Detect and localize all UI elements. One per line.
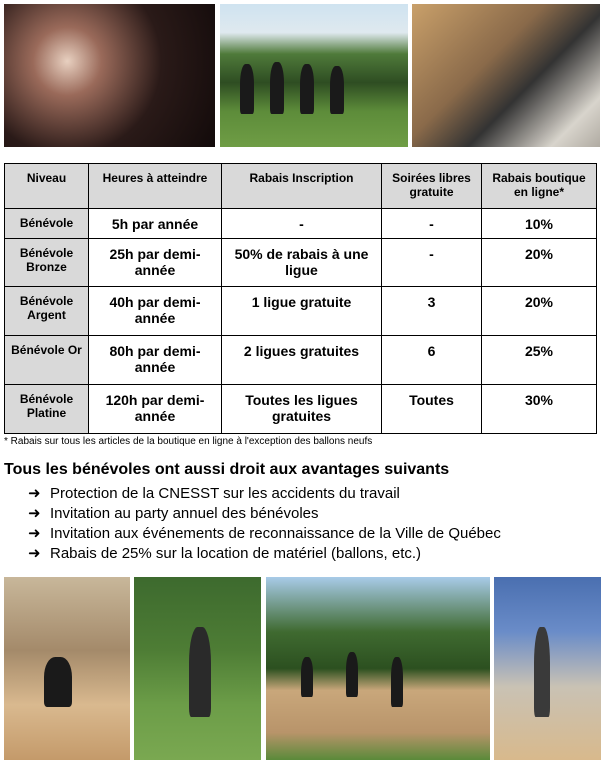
cell-registration-discount: Toutes les ligues gratuites xyxy=(222,385,382,434)
cell-shop-discount: 20% xyxy=(482,239,597,287)
photo-gym-players xyxy=(494,577,601,760)
photo-event-stage xyxy=(4,4,215,147)
arrow-right-icon: ➜ xyxy=(28,525,41,542)
cell-free-evenings: 6 xyxy=(382,336,482,385)
benefits-title: Tous les bénévoles ont aussi droit aux avantages suivants xyxy=(4,461,450,478)
photo-player-outdoor xyxy=(134,577,261,760)
header-rabais-inscription: Rabais Inscription xyxy=(222,164,382,209)
header-soirees: Soirées libres gratuite xyxy=(382,164,482,209)
cell-level: Bénévole Bronze xyxy=(5,239,89,287)
benefit-text: Invitation aux événements de reconnaissance de la Ville de Québec xyxy=(50,525,501,542)
volunteer-levels-table xyxy=(4,163,597,434)
arrow-right-icon: ➜ xyxy=(28,485,41,502)
photo-registration-desk xyxy=(412,4,600,147)
cell-free-evenings: 3 xyxy=(382,287,482,336)
cell-level: Bénévole xyxy=(5,209,89,239)
cell-registration-discount: 50% de rabais à une ligue xyxy=(222,239,382,287)
benefit-text: Invitation au party annuel des bénévoles xyxy=(50,505,319,522)
photo-gym-scoreboard xyxy=(4,577,130,760)
header-rabais-boutique: Rabais boutique en ligne* xyxy=(482,164,597,209)
cell-free-evenings: Toutes xyxy=(382,385,482,434)
footnote: * Rabais sur tous les articles de la boutique en ligne à l'exception des ballons neufs xyxy=(4,436,373,447)
arrow-right-icon: ➜ xyxy=(28,545,41,562)
cell-hours: 40h par demi-année xyxy=(89,287,222,336)
table-header-row xyxy=(5,164,597,209)
list-item xyxy=(28,544,501,564)
cell-free-evenings: - xyxy=(382,239,482,287)
header-heures: Heures à atteindre xyxy=(89,164,222,209)
cell-level: Bénévole Or xyxy=(5,336,89,385)
table-row xyxy=(5,209,597,239)
cell-free-evenings: - xyxy=(382,209,482,239)
cell-registration-discount: 1 ligue gratuite xyxy=(222,287,382,336)
list-item xyxy=(28,504,501,524)
table-row xyxy=(5,385,597,434)
cell-shop-discount: 25% xyxy=(482,336,597,385)
cell-level: Bénévole Argent xyxy=(5,287,89,336)
cell-registration-discount: - xyxy=(222,209,382,239)
cell-hours: 25h par demi-année xyxy=(89,239,222,287)
arrow-right-icon: ➜ xyxy=(28,505,41,522)
cell-shop-discount: 10% xyxy=(482,209,597,239)
cell-hours: 5h par année xyxy=(89,209,222,239)
list-item xyxy=(28,524,501,544)
table-row xyxy=(5,287,597,336)
cell-hours: 80h par demi-année xyxy=(89,336,222,385)
cell-shop-discount: 20% xyxy=(482,287,597,336)
benefit-text: Rabais de 25% sur la location de matériel (ballons, etc.) xyxy=(50,545,422,562)
cell-registration-discount: 2 ligues gratuites xyxy=(222,336,382,385)
cell-hours: 120h par demi-année xyxy=(89,385,222,434)
photo-beach-volleyball xyxy=(266,577,490,760)
cell-shop-discount: 30% xyxy=(482,385,597,434)
table-row xyxy=(5,336,597,385)
benefit-text: Protection de la CNESST sur les accidents du travail xyxy=(50,485,400,502)
cell-level: Bénévole Platine xyxy=(5,385,89,434)
benefits-list xyxy=(28,484,501,564)
table-row xyxy=(5,239,597,287)
list-item xyxy=(28,484,501,504)
header-niveau: Niveau xyxy=(5,164,89,209)
photo-volunteers-tent xyxy=(220,4,408,147)
